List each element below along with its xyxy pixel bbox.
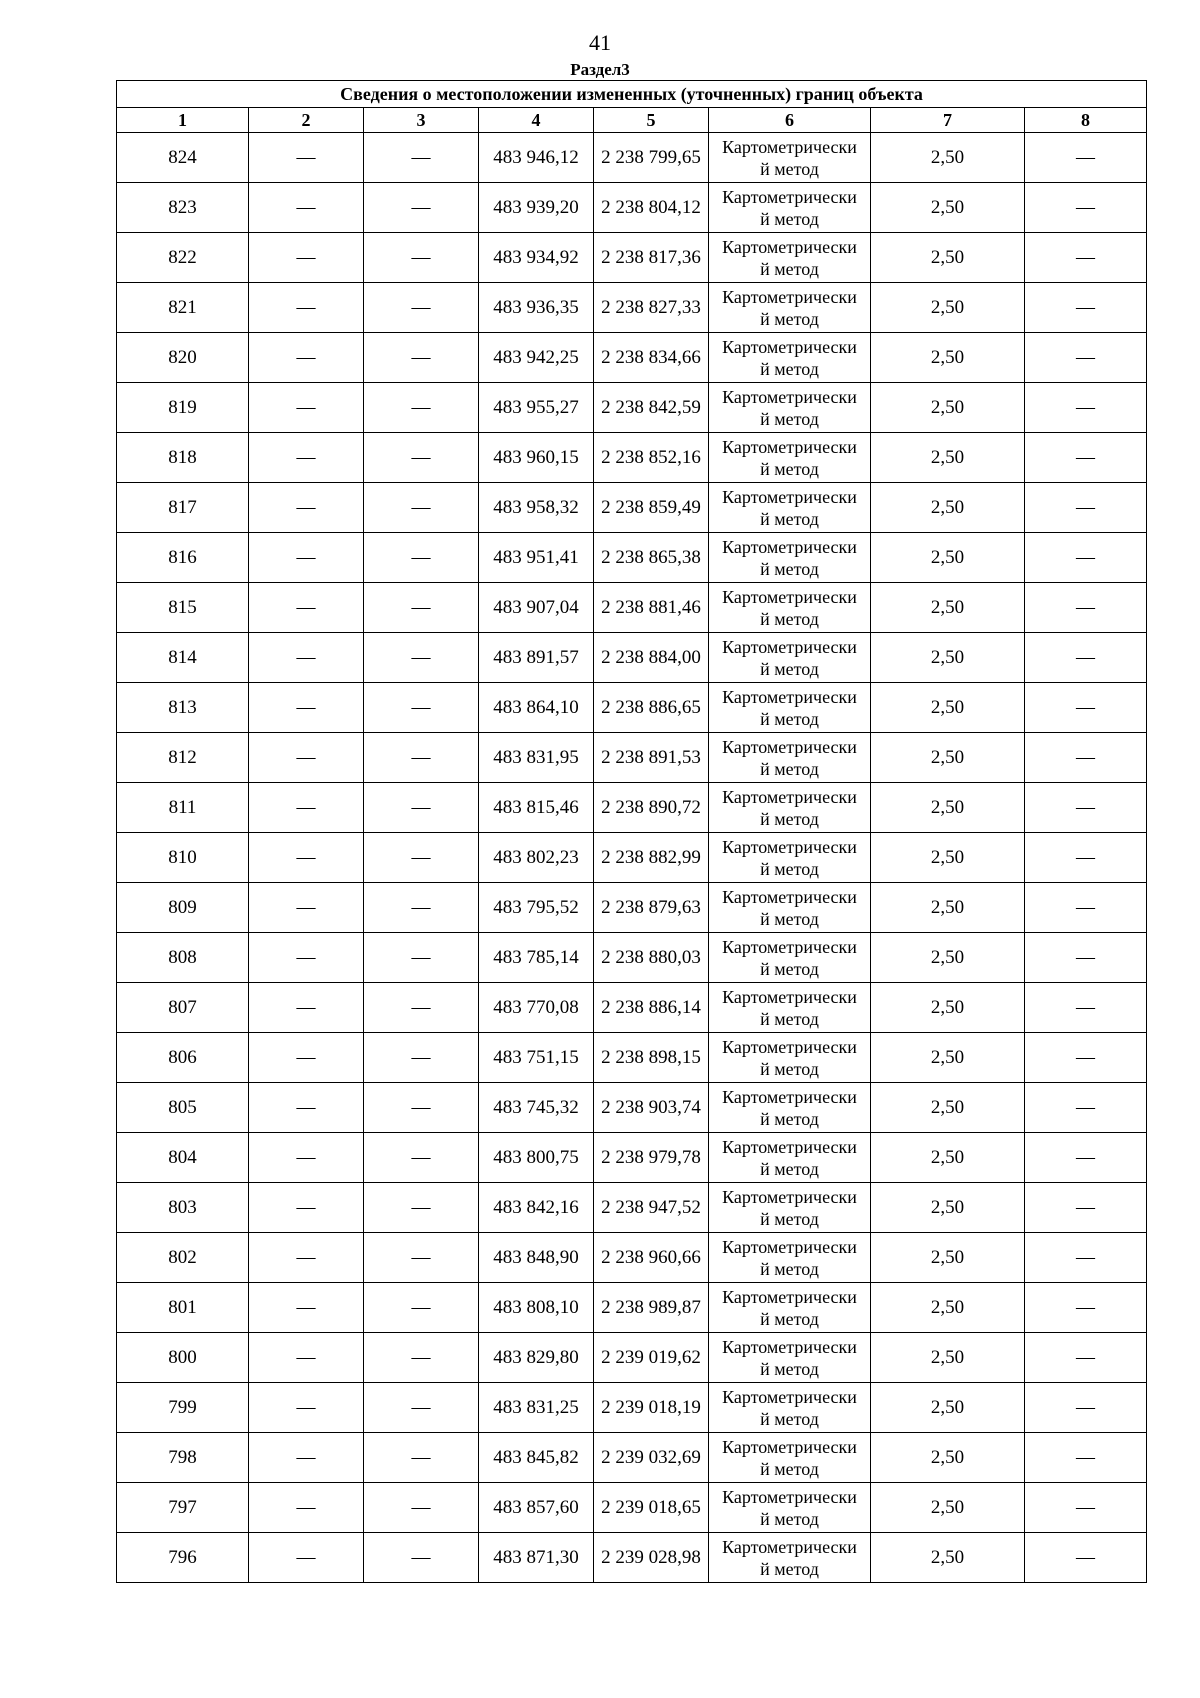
- accuracy-value: 2,50: [871, 1383, 1025, 1433]
- table-row: [117, 1283, 1147, 1333]
- col-2-value: —: [249, 933, 364, 983]
- coordinate-y: 2 238 884,00: [594, 633, 709, 683]
- accuracy-value: 2,50: [871, 283, 1025, 333]
- method-cell: Картометрически й метод: [709, 533, 871, 583]
- column-number: 4: [479, 108, 594, 133]
- coordinate-x: 483 942,25: [479, 333, 594, 383]
- coordinate-x: 483 955,27: [479, 383, 594, 433]
- point-number: 816: [117, 533, 249, 583]
- point-number: 801: [117, 1283, 249, 1333]
- col-8-value: —: [1025, 383, 1147, 433]
- coordinate-x: 483 946,12: [479, 133, 594, 183]
- coordinate-x: 483 960,15: [479, 433, 594, 483]
- point-number: 805: [117, 1083, 249, 1133]
- coordinate-x: 483 848,90: [479, 1233, 594, 1283]
- method-cell: Картометрически й метод: [709, 233, 871, 283]
- coordinate-y: 2 238 886,14: [594, 983, 709, 1033]
- coordinate-x: 483 936,35: [479, 283, 594, 333]
- coordinate-y: 2 238 886,65: [594, 683, 709, 733]
- col-2-value: —: [249, 133, 364, 183]
- col-8-value: —: [1025, 933, 1147, 983]
- col-3-value: —: [364, 1033, 479, 1083]
- col-3-value: —: [364, 183, 479, 233]
- method-cell: Картометрически й метод: [709, 383, 871, 433]
- point-number: 812: [117, 733, 249, 783]
- method-cell: Картометрически й метод: [709, 633, 871, 683]
- col-2-value: —: [249, 1333, 364, 1383]
- accuracy-value: 2,50: [871, 583, 1025, 633]
- col-3-value: —: [364, 883, 479, 933]
- point-number: 820: [117, 333, 249, 383]
- coordinate-x: 483 951,41: [479, 533, 594, 583]
- method-cell: Картометрически й метод: [709, 983, 871, 1033]
- method-cell: Картометрически й метод: [709, 1133, 871, 1183]
- column-number: 7: [871, 108, 1025, 133]
- col-3-value: —: [364, 933, 479, 983]
- column-number: 3: [364, 108, 479, 133]
- coordinate-y: 2 239 018,65: [594, 1483, 709, 1533]
- coordinate-x: 483 745,32: [479, 1083, 594, 1133]
- coordinate-x: 483 831,95: [479, 733, 594, 783]
- page-number: 41: [589, 30, 611, 55]
- coordinate-y: 2 238 827,33: [594, 283, 709, 333]
- col-2-value: —: [249, 333, 364, 383]
- accuracy-value: 2,50: [871, 333, 1025, 383]
- coordinate-x: 483 857,60: [479, 1483, 594, 1533]
- method-cell: Картометрически й метод: [709, 583, 871, 633]
- point-number: 806: [117, 1033, 249, 1083]
- col-2-value: —: [249, 533, 364, 583]
- point-number: 817: [117, 483, 249, 533]
- accuracy-value: 2,50: [871, 183, 1025, 233]
- coordinate-x: 483 864,10: [479, 683, 594, 733]
- boundary-coordinates-table: [116, 80, 1147, 1583]
- col-3-value: —: [364, 1183, 479, 1233]
- col-2-value: —: [249, 833, 364, 883]
- method-cell: Картометрически й метод: [709, 1383, 871, 1433]
- coordinate-y: 2 238 799,65: [594, 133, 709, 183]
- coordinate-y: 2 238 947,52: [594, 1183, 709, 1233]
- col-3-value: —: [364, 1383, 479, 1433]
- coordinate-x: 483 842,16: [479, 1183, 594, 1233]
- table-row: [117, 233, 1147, 283]
- coordinate-y: 2 238 979,78: [594, 1133, 709, 1183]
- table-row: [117, 1483, 1147, 1533]
- coordinate-y: 2 238 989,87: [594, 1283, 709, 1333]
- method-cell: Картометрически й метод: [709, 133, 871, 183]
- point-number: 800: [117, 1333, 249, 1383]
- point-number: 798: [117, 1433, 249, 1483]
- col-8-value: —: [1025, 1483, 1147, 1533]
- method-cell: Картометрически й метод: [709, 333, 871, 383]
- col-8-value: —: [1025, 833, 1147, 883]
- coordinate-x: 483 770,08: [479, 983, 594, 1033]
- col-8-value: —: [1025, 533, 1147, 583]
- col-3-value: —: [364, 1483, 479, 1533]
- coordinate-y: 2 238 804,12: [594, 183, 709, 233]
- col-3-value: —: [364, 433, 479, 483]
- coordinate-x: 483 829,80: [479, 1333, 594, 1383]
- coordinate-y: 2 238 817,36: [594, 233, 709, 283]
- col-2-value: —: [249, 1283, 364, 1333]
- method-cell: Картометрически й метод: [709, 783, 871, 833]
- col-8-value: —: [1025, 433, 1147, 483]
- table-row: [117, 133, 1147, 183]
- col-2-value: —: [249, 283, 364, 333]
- accuracy-value: 2,50: [871, 783, 1025, 833]
- point-number: 809: [117, 883, 249, 933]
- table-row: [117, 1183, 1147, 1233]
- table-row: [117, 1383, 1147, 1433]
- point-number: 797: [117, 1483, 249, 1533]
- coordinate-y: 2 238 865,38: [594, 533, 709, 583]
- col-8-value: —: [1025, 583, 1147, 633]
- table-body: [117, 133, 1147, 1583]
- point-number: 814: [117, 633, 249, 683]
- col-8-value: —: [1025, 683, 1147, 733]
- table-row: [117, 483, 1147, 533]
- coordinate-y: 2 238 842,59: [594, 383, 709, 433]
- table-row: [117, 383, 1147, 433]
- col-8-value: —: [1025, 1033, 1147, 1083]
- col-2-value: —: [249, 1083, 364, 1133]
- col-2-value: —: [249, 183, 364, 233]
- accuracy-value: 2,50: [871, 1333, 1025, 1383]
- accuracy-value: 2,50: [871, 1033, 1025, 1083]
- table-row: [117, 333, 1147, 383]
- method-cell: Картометрически й метод: [709, 1033, 871, 1083]
- coordinate-y: 2 238 879,63: [594, 883, 709, 933]
- point-number: 818: [117, 433, 249, 483]
- method-cell: Картометрически й метод: [709, 1233, 871, 1283]
- accuracy-value: 2,50: [871, 1433, 1025, 1483]
- table-caption: Сведения о местоположении измененных (уточненных) границ объекта: [117, 81, 1147, 108]
- coordinate-y: 2 239 028,98: [594, 1533, 709, 1583]
- point-number: 821: [117, 283, 249, 333]
- col-8-value: —: [1025, 1233, 1147, 1283]
- accuracy-value: 2,50: [871, 1283, 1025, 1333]
- col-3-value: —: [364, 533, 479, 583]
- coordinate-y: 2 238 881,46: [594, 583, 709, 633]
- col-2-value: —: [249, 483, 364, 533]
- col-8-value: —: [1025, 133, 1147, 183]
- coordinate-y: 2 238 898,15: [594, 1033, 709, 1083]
- point-number: 822: [117, 233, 249, 283]
- method-cell: Картометрически й метод: [709, 1483, 871, 1533]
- column-number: 1: [117, 108, 249, 133]
- col-2-value: —: [249, 1483, 364, 1533]
- method-cell: Картометрически й метод: [709, 933, 871, 983]
- accuracy-value: 2,50: [871, 483, 1025, 533]
- method-cell: Картометрически й метод: [709, 433, 871, 483]
- coordinate-x: 483 845,82: [479, 1433, 594, 1483]
- accuracy-value: 2,50: [871, 833, 1025, 883]
- col-2-value: —: [249, 233, 364, 283]
- point-number: 824: [117, 133, 249, 183]
- coordinate-y: 2 239 032,69: [594, 1433, 709, 1483]
- col-3-value: —: [364, 233, 479, 283]
- coordinate-y: 2 239 018,19: [594, 1383, 709, 1433]
- table-row: [117, 583, 1147, 633]
- col-8-value: —: [1025, 783, 1147, 833]
- col-3-value: —: [364, 1533, 479, 1583]
- col-3-value: —: [364, 1233, 479, 1283]
- col-8-value: —: [1025, 1183, 1147, 1233]
- method-cell: Картометрически й метод: [709, 1183, 871, 1233]
- coordinate-x: 483 800,75: [479, 1133, 594, 1183]
- column-number: 2: [249, 108, 364, 133]
- point-number: 810: [117, 833, 249, 883]
- coordinate-x: 483 831,25: [479, 1383, 594, 1433]
- col-3-value: —: [364, 383, 479, 433]
- col-8-value: —: [1025, 633, 1147, 683]
- table-row: [117, 733, 1147, 783]
- accuracy-value: 2,50: [871, 1133, 1025, 1183]
- coordinate-y: 2 239 019,62: [594, 1333, 709, 1383]
- accuracy-value: 2,50: [871, 133, 1025, 183]
- col-3-value: —: [364, 1283, 479, 1333]
- col-2-value: —: [249, 783, 364, 833]
- col-3-value: —: [364, 1433, 479, 1483]
- col-8-value: —: [1025, 233, 1147, 283]
- method-cell: Картометрически й метод: [709, 1433, 871, 1483]
- col-8-value: —: [1025, 183, 1147, 233]
- table-row: [117, 283, 1147, 333]
- col-2-value: —: [249, 1533, 364, 1583]
- coordinate-x: 483 958,32: [479, 483, 594, 533]
- col-8-value: —: [1025, 483, 1147, 533]
- col-2-value: —: [249, 1433, 364, 1483]
- coordinate-y: 2 238 882,99: [594, 833, 709, 883]
- col-8-value: —: [1025, 1383, 1147, 1433]
- accuracy-value: 2,50: [871, 1183, 1025, 1233]
- method-cell: Картометрически й метод: [709, 283, 871, 333]
- col-3-value: —: [364, 283, 479, 333]
- col-3-value: —: [364, 133, 479, 183]
- col-2-value: —: [249, 1383, 364, 1433]
- coordinate-x: 483 907,04: [479, 583, 594, 633]
- coordinate-y: 2 238 890,72: [594, 783, 709, 833]
- table-row: [117, 683, 1147, 733]
- point-number: 808: [117, 933, 249, 983]
- table-row: [117, 783, 1147, 833]
- method-cell: Картометрически й метод: [709, 683, 871, 733]
- point-number: 813: [117, 683, 249, 733]
- col-8-value: —: [1025, 283, 1147, 333]
- column-number: 8: [1025, 108, 1147, 133]
- table-row: [117, 1033, 1147, 1083]
- table-row: [117, 183, 1147, 233]
- col-2-value: —: [249, 1183, 364, 1233]
- method-cell: Картометрически й метод: [709, 833, 871, 883]
- table-row: [117, 633, 1147, 683]
- accuracy-value: 2,50: [871, 1083, 1025, 1133]
- column-number: 6: [709, 108, 871, 133]
- col-2-value: —: [249, 883, 364, 933]
- coordinate-x: 483 934,92: [479, 233, 594, 283]
- point-number: 811: [117, 783, 249, 833]
- col-2-value: —: [249, 1033, 364, 1083]
- col-2-value: —: [249, 433, 364, 483]
- method-cell: Картометрически й метод: [709, 1333, 871, 1383]
- col-8-value: —: [1025, 883, 1147, 933]
- col-2-value: —: [249, 1233, 364, 1283]
- accuracy-value: 2,50: [871, 383, 1025, 433]
- coordinate-y: 2 238 903,74: [594, 1083, 709, 1133]
- table-row: [117, 933, 1147, 983]
- col-8-value: —: [1025, 1083, 1147, 1133]
- accuracy-value: 2,50: [871, 1483, 1025, 1533]
- method-cell: Картометрически й метод: [709, 1533, 871, 1583]
- col-3-value: —: [364, 833, 479, 883]
- table-row: [117, 1233, 1147, 1283]
- coordinate-y: 2 238 880,03: [594, 933, 709, 983]
- table-row: [117, 1533, 1147, 1583]
- coordinate-x: 483 939,20: [479, 183, 594, 233]
- table-row: [117, 1083, 1147, 1133]
- col-2-value: —: [249, 1133, 364, 1183]
- col-3-value: —: [364, 1083, 479, 1133]
- col-3-value: —: [364, 1333, 479, 1383]
- point-number: 823: [117, 183, 249, 233]
- coordinate-y: 2 238 852,16: [594, 433, 709, 483]
- column-number-row: [117, 108, 1147, 133]
- col-8-value: —: [1025, 1133, 1147, 1183]
- col-2-value: —: [249, 633, 364, 683]
- point-number: 819: [117, 383, 249, 433]
- table-row: [117, 1133, 1147, 1183]
- accuracy-value: 2,50: [871, 883, 1025, 933]
- accuracy-value: 2,50: [871, 983, 1025, 1033]
- col-2-value: —: [249, 683, 364, 733]
- coordinate-x: 483 891,57: [479, 633, 594, 683]
- coordinate-y: 2 238 960,66: [594, 1233, 709, 1283]
- col-3-value: —: [364, 983, 479, 1033]
- col-3-value: —: [364, 733, 479, 783]
- point-number: 803: [117, 1183, 249, 1233]
- col-3-value: —: [364, 333, 479, 383]
- col-2-value: —: [249, 733, 364, 783]
- point-number: 796: [117, 1533, 249, 1583]
- method-cell: Картометрически й метод: [709, 1283, 871, 1333]
- col-8-value: —: [1025, 1433, 1147, 1483]
- coordinate-y: 2 238 891,53: [594, 733, 709, 783]
- coordinate-x: 483 751,15: [479, 1033, 594, 1083]
- accuracy-value: 2,50: [871, 533, 1025, 583]
- coordinate-x: 483 802,23: [479, 833, 594, 883]
- table-row: [117, 883, 1147, 933]
- col-8-value: —: [1025, 1283, 1147, 1333]
- col-8-value: —: [1025, 733, 1147, 783]
- accuracy-value: 2,50: [871, 733, 1025, 783]
- col-3-value: —: [364, 683, 479, 733]
- col-3-value: —: [364, 783, 479, 833]
- table-row: [117, 433, 1147, 483]
- coordinate-x: 483 815,46: [479, 783, 594, 833]
- coordinate-x: 483 785,14: [479, 933, 594, 983]
- coordinate-y: 2 238 859,49: [594, 483, 709, 533]
- col-8-value: —: [1025, 1333, 1147, 1383]
- coordinate-x: 483 795,52: [479, 883, 594, 933]
- table-row: [117, 833, 1147, 883]
- table-row: [117, 1333, 1147, 1383]
- method-cell: Картометрически й метод: [709, 1083, 871, 1133]
- column-number: 5: [594, 108, 709, 133]
- section-title: Раздел3: [570, 60, 630, 79]
- coordinate-y: 2 238 834,66: [594, 333, 709, 383]
- table-row: [117, 1433, 1147, 1483]
- col-3-value: —: [364, 1133, 479, 1183]
- method-cell: Картометрически й метод: [709, 883, 871, 933]
- col-8-value: —: [1025, 1533, 1147, 1583]
- accuracy-value: 2,50: [871, 233, 1025, 283]
- col-8-value: —: [1025, 333, 1147, 383]
- point-number: 807: [117, 983, 249, 1033]
- point-number: 804: [117, 1133, 249, 1183]
- method-cell: Картометрически й метод: [709, 183, 871, 233]
- accuracy-value: 2,50: [871, 433, 1025, 483]
- col-2-value: —: [249, 383, 364, 433]
- accuracy-value: 2,50: [871, 1233, 1025, 1283]
- col-3-value: —: [364, 633, 479, 683]
- table-row: [117, 983, 1147, 1033]
- method-cell: Картометрически й метод: [709, 733, 871, 783]
- point-number: 815: [117, 583, 249, 633]
- col-3-value: —: [364, 583, 479, 633]
- col-3-value: —: [364, 483, 479, 533]
- accuracy-value: 2,50: [871, 633, 1025, 683]
- accuracy-value: 2,50: [871, 1533, 1025, 1583]
- col-8-value: —: [1025, 983, 1147, 1033]
- point-number: 799: [117, 1383, 249, 1433]
- method-cell: Картометрически й метод: [709, 483, 871, 533]
- coordinate-x: 483 808,10: [479, 1283, 594, 1333]
- table-row: [117, 533, 1147, 583]
- accuracy-value: 2,50: [871, 683, 1025, 733]
- col-2-value: —: [249, 583, 364, 633]
- col-2-value: —: [249, 983, 364, 1033]
- coordinate-x: 483 871,30: [479, 1533, 594, 1583]
- accuracy-value: 2,50: [871, 933, 1025, 983]
- point-number: 802: [117, 1233, 249, 1283]
